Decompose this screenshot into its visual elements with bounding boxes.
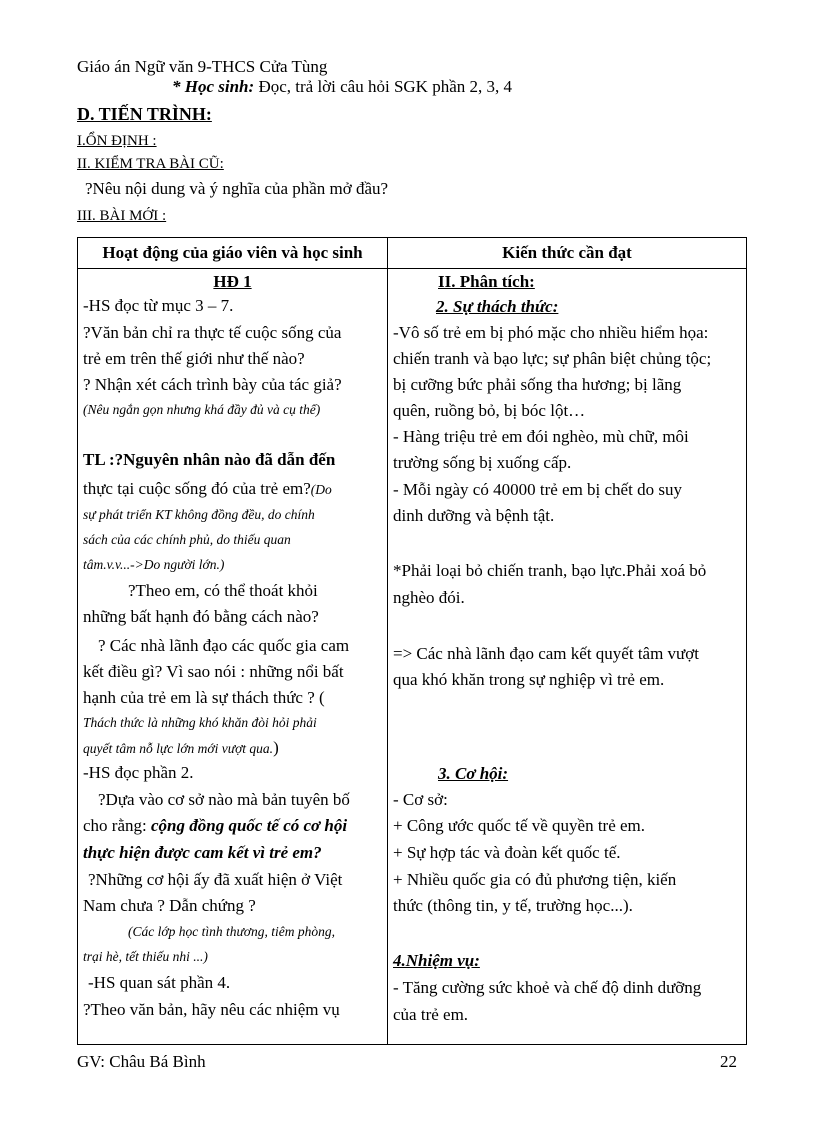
challenge-title: 2. Sự thách thức: [436,297,559,316]
left-note: quyết tâm nỗ lực lớn mới vượt qua. [83,741,274,756]
left-line: những bất hạnh đó bằng cách nào? [83,607,319,626]
left-line [83,815,347,837]
left-note: (Nêu ngắn gọn nhưng khá đầy đủ và cụ thể) [83,402,321,417]
student-preparation [172,77,512,97]
footer-teacher: GV: Châu Bá Bình [77,1052,206,1071]
right-line: trường sống bị xuống cấp. [393,453,572,472]
right-line: + Công ước quốc tế về quyền trẻ em. [393,816,646,835]
left-line: ? Nhận xét cách trình bày của tác giả? [83,375,342,394]
right-line: nghèo đói. [393,588,465,607]
left-note: (Do [310,482,332,497]
left-note: trại hè, tết thiếu nhi ...) [83,949,208,964]
left-line: -HS đọc phần 2. [83,763,194,782]
left-note: tâm.v.v...->Do người lớn.) [83,557,225,572]
left-line [83,449,335,471]
left-note: sự phát triển KT không đồng đều, do chính [83,507,315,522]
right-line: thức (thông tin, y tế, trường học...). [393,896,633,915]
right-line: quên, ruồng bỏ, bị bóc lột… [393,401,586,420]
student-task: Đọc, trả lời câu hỏi SGK phần 2, 3, 4 [254,77,512,96]
section-i-title: I.ỔN ĐỊNH : [77,133,157,149]
left-line: ?Theo em, có thể thoát khỏi [128,581,318,600]
left-line [83,478,332,501]
right-line: qua khó khăn trong sự nghiệp vì trẻ em. [393,670,665,689]
right-line: => Các nhà lãnh đạo cam kết quyết tâm vượt [393,644,699,663]
left-line: Nam chưa ? Dẫn chứng ? [83,896,256,915]
left-emphasis: cộng đồng quốc tế có cơ hội [150,816,348,835]
right-line: - Tăng cường sức khoẻ và chế độ dinh dưỡng [393,978,702,997]
right-line: - Cơ sở: [393,790,448,809]
left-text: ) [273,738,279,757]
right-line: - Mỗi ngày có 40000 trẻ em bị chết do suy [393,480,682,499]
section-ii-title: II. KIỂM TRA BÀI CŨ: [77,156,224,172]
left-text: thực tại cuộc sống đó của trẻ em? [83,479,311,498]
right-line: của trẻ em. [393,1005,469,1024]
left-line: hạnh của trẻ em là sự thách thức ? ( [83,688,325,707]
right-line: + Sự hợp tác và đoàn kết quốc tế. [393,843,621,862]
left-line [83,737,279,760]
right-line: *Phải loại bỏ chiến tranh, bạo lực.Phải xoá bỏ [393,561,707,580]
left-note: sách của các chính phủ, do thiếu quan [83,532,291,547]
left-emphasis: thực hiện được cam kết vì trẻ em? [83,843,322,862]
left-line: ?Những cơ hội ấy đã xuất hiện ở Việt [88,870,343,889]
header-school: Giáo án Ngữ văn 9-THCS Cửa Tùng [77,57,328,76]
lesson-table [77,237,747,1045]
left-line: ?Theo văn bản, hãy nêu các nhiệm vụ [83,1000,340,1019]
section-iii-title: III. BÀI MỚI : [77,208,167,224]
left-note: (Các lớp học tình thương, tiêm phòng, [128,924,336,939]
right-line: + Nhiều quốc gia có đủ phương tiện, kiến [393,870,677,889]
page-number: 22 [720,1052,737,1071]
section-d-title: D. TIẾN TRÌNH: [77,104,212,124]
left-line: -HS quan sát phần 4. [88,973,231,992]
student-label: * Học sinh: [172,77,255,96]
activities-cell [78,269,388,1045]
hd-1-title: HĐ 1 [213,272,252,291]
right-line: dinh dưỡng và bệnh tật. [393,506,555,525]
right-line: - Hàng triệu trẻ em đói nghèo, mù chữ, môi [393,427,689,446]
left-line: ? Các nhà lãnh đạo các quốc gia cam [98,636,350,655]
left-text: cho rằng: [83,816,151,835]
column-header-activities: Hoạt động của giáo viên và học sinh [78,238,388,269]
left-line: trẻ em trên thế giới như thế nào? [83,349,305,368]
left-line: kết điều gì? Vì sao nói : những nổi bất [83,662,344,681]
right-line: -Vô số trẻ em bị phó mặc cho nhiều hiểm họa: [393,323,709,342]
right-line: bị cưỡng bức phải sống tha hương; bị lãng [393,375,682,394]
opportunity-title: 3. Cơ hội: [438,764,509,783]
right-line: chiến tranh và bạo lực; sự phân biệt chủng tộc; [393,349,712,368]
left-line: ?Văn bản chỉ ra thực tế cuộc sống của [83,323,342,342]
knowledge-cell [388,269,747,1045]
left-note: Thách thức là những khó khăn đòi hỏi phải [83,715,317,730]
column-header-knowledge: Kiến thức cần đạt [388,238,747,269]
task-title: 4.Nhiệm vụ: [393,951,480,970]
analysis-title: II. Phân tích: [438,272,535,291]
tl-question: TL :?Nguyên nhân nào đã dẫn đến [83,450,336,469]
left-line: ?Dựa vào cơ sở nào mà bản tuyên bố [98,790,350,809]
left-line: -HS đọc từ mục 3 – 7. [83,296,234,315]
review-question: ?Nêu nội dung và ý nghĩa của phần mở đầu? [85,179,389,198]
